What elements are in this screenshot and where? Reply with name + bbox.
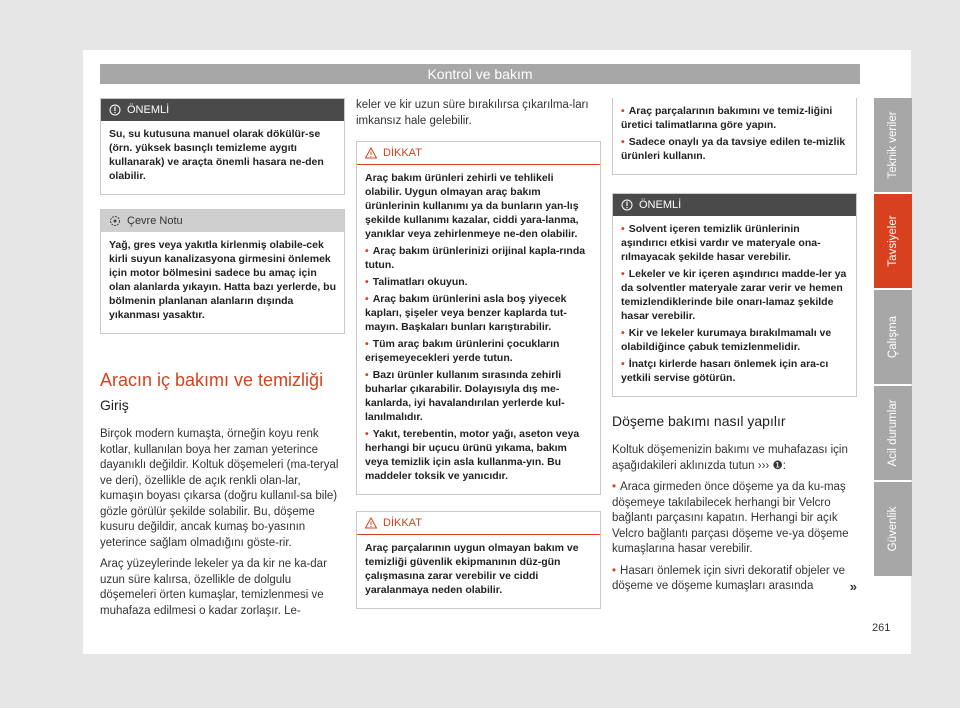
paragraph: keler ve kir uzun süre bırakılırsa çıkarılma-ları imkansız hale gelebilir. — [356, 99, 589, 127]
note-title: ÖNEMLİ — [639, 199, 682, 211]
column-2 — [356, 98, 601, 623]
note-body — [101, 121, 344, 194]
warning-continuation-box — [612, 98, 857, 175]
note-box-important — [100, 98, 345, 195]
warning-bullet: • Araç bakım ürünlerinizi orijinal kapla-rında tutun. — [365, 244, 592, 272]
tab-label: Tavsiyeler — [887, 215, 899, 267]
warning-title: DİKKAT — [383, 147, 422, 159]
bullet-paragraph — [612, 564, 857, 595]
note-text: Su, su kutusuna manuel olarak dökülür-se (örn. yüksek basınçlı temizleme aygıtı kullanarak) ve araçta önemli hasara ne-den olabilir. — [109, 128, 324, 182]
tab-tavsiyeler[interactable] — [874, 194, 912, 288]
warning-header — [357, 142, 600, 165]
note-body — [613, 216, 856, 396]
warning-text: Araç bakım ürünleri zehirli ve tehlikeli olabilir. Uygun olmayan araç bakım ürünlerinin kullanımı ya da bunların yan-lış şekilde kullanımı kazalar, ciddi yara-lanma, yanıklar veya zehirlenmeye ne-den olabilir. — [365, 172, 579, 240]
warning-bullet: • Tüm araç bakım ürünlerini çocukların erişemeyecekleri yerde tutun. — [365, 337, 592, 365]
continue-arrow-icon: » — [849, 579, 857, 594]
warning-text: Araç parçalarının uygun olmayan bakım ve temizliği güvenlik ekipmanının düz-gün çalışmasına zarar verebilir ve ciddi yaralanmaya neden olabilir. — [365, 542, 579, 596]
note-text: Yağ, gres veya yakıtla kirlenmiş olabile-cek kirli suyun kanalizasyona girmesini önlemek için motor bölmesini sadece bu amaç için olan alanlarda yıkayın. Hatta bazı yerlerde, bu bölmenin planlanan alanların dışında yıkanması yasaktır. — [109, 239, 337, 321]
note-bullet: • İnatçı kirlerde hasarı önlemek için ara-cı yetkili servise götürün. — [621, 357, 848, 385]
tab-label: Teknik veriler — [887, 111, 899, 179]
warning-bullet: • Yakıt, terebentin, motor yağı, aseton veya herhangi bir uçucu ürünü yıkama, bakım veya temizlik için asla kullanma-yın. Bu maddeler toksik ve yanıcıdır. — [365, 427, 592, 483]
tab-teknik-veriler[interactable] — [874, 98, 912, 192]
paragraph: Koltuk döşemenizin bakımı ve muhafazası için aşağıdakileri aklınızda tutun ››› ❶: — [612, 444, 848, 472]
note-bullet: • Kir ve lekeler kurumaya bırakılmamalı ve olabildiğince çabuk temizlenmelidir. — [621, 326, 848, 354]
paragraph: Araç yüzeylerinde lekeler ya da kir ne ka-dar uzun süre kalırsa, özellikle de dolgulu döşemeleri örten kumaşlar, temizlenmesi ve muhafaza edilmesi o kadar zorlaşır. Le- — [100, 558, 327, 617]
environment-icon — [109, 215, 121, 227]
warning-box — [356, 511, 601, 609]
warning-bullet: • Bazı ürünler kullanım sırasında zehirli buharlar çıkarabilir. Dolayısıyla dış me-kanlarda, iyi havalandırılan yerlerde kul-lanılmalıdır. — [365, 368, 592, 424]
subsection-title: Giriş — [100, 397, 129, 413]
tab-label: Çalışma — [887, 315, 899, 359]
bullet-paragraph: • Araca girmeden önce döşeme ya da ku-maş döşemeye takılabilecek herhangi bir Velcro bağlantı parçasını kapatın. Herhangi bir açık Velcro bağlantı parçası döşeme ve-ya döşeme kumaşlarına hasar verebilir. — [612, 480, 857, 558]
warning-bullet: • Talimatları okuyun. — [365, 275, 592, 289]
warning-title: DİKKAT — [383, 517, 422, 529]
note-bullet: • Solvent içeren temizlik ürünlerinin aşındırıcı etkisi vardır ve materyale ona-rılmayacak şekilde hasar verebilir. — [621, 222, 848, 264]
column-3 — [612, 98, 857, 601]
chapter-tabs — [874, 98, 912, 578]
note-box-important — [612, 193, 857, 397]
info-circle-icon — [621, 199, 633, 211]
bullet-text: Hasarı önlemek için sivri dekoratif objeler ve döşeme ve döşeme kumaşları arasında — [612, 564, 846, 592]
note-body — [101, 232, 344, 333]
warning-triangle-icon — [365, 147, 377, 159]
warning-triangle-icon — [365, 517, 377, 529]
warning-box — [356, 141, 601, 495]
info-circle-icon — [109, 104, 121, 116]
warning-bullet: • Sadece onaylı ya da tavsiye edilen te-mizlik ürünleri kullanın. — [621, 135, 848, 163]
warning-bullet: • Araç parçalarının bakımını ve temiz-liğini üretici talimatlarına göre yapın. — [621, 104, 848, 132]
tab-calisma[interactable] — [874, 290, 912, 384]
paragraph: Birçok modern kumaşta, örneğin koyu renk kotlar, kullanılan boya her zaman yeterince dayanıklı değildir. Koltuk döşemeleri (ma-teryal ve deri), özellikle de açık renkli olan-lar, kumaşın boyası çıkarsa (doğru kullanıl-sa bile) gözle görülür şekilde solabilir. Bu, döşeme kusuru değildir, ancak kumaş bo-yasının yeterince sağlam olmadığını göste-rir. — [100, 428, 339, 549]
page-number: 261 — [872, 622, 891, 634]
note-box-environment — [100, 209, 345, 334]
note-header — [101, 99, 344, 121]
tab-guvenlik[interactable] — [874, 482, 912, 576]
tab-label: Acil durumlar — [887, 399, 899, 467]
warning-body — [613, 98, 856, 174]
note-title: Çevre Notu — [127, 215, 183, 227]
note-title: ÖNEMLİ — [127, 104, 170, 116]
tab-acil-durumlar[interactable] — [874, 386, 912, 480]
page-header: Kontrol ve bakım — [100, 64, 860, 84]
column-1 — [100, 98, 345, 625]
note-bullet: • Lekeler ve kir içeren aşındırıcı madde-ler ya da solventler materyale zarar verir ve hemen temizlendiklerinde bile onarı-lamaz şekilde hasar verebilir. — [621, 267, 848, 323]
tab-label: Güvenlik — [887, 506, 899, 552]
note-header — [101, 210, 344, 232]
note-header — [613, 194, 856, 216]
warning-bullet: • Araç bakım ürünlerini asla boş yiyecek kapları, şişeler veya benzer kaplarda tut-mayın. Başkaları bunları karıştırabilir. — [365, 292, 592, 334]
warning-body — [357, 165, 600, 494]
warning-body — [357, 535, 600, 608]
section-title: Aracın iç bakımı ve temizliği — [100, 370, 324, 390]
warning-header — [357, 512, 600, 535]
section-title: Döşeme bakımı nasıl yapılır — [612, 413, 786, 429]
